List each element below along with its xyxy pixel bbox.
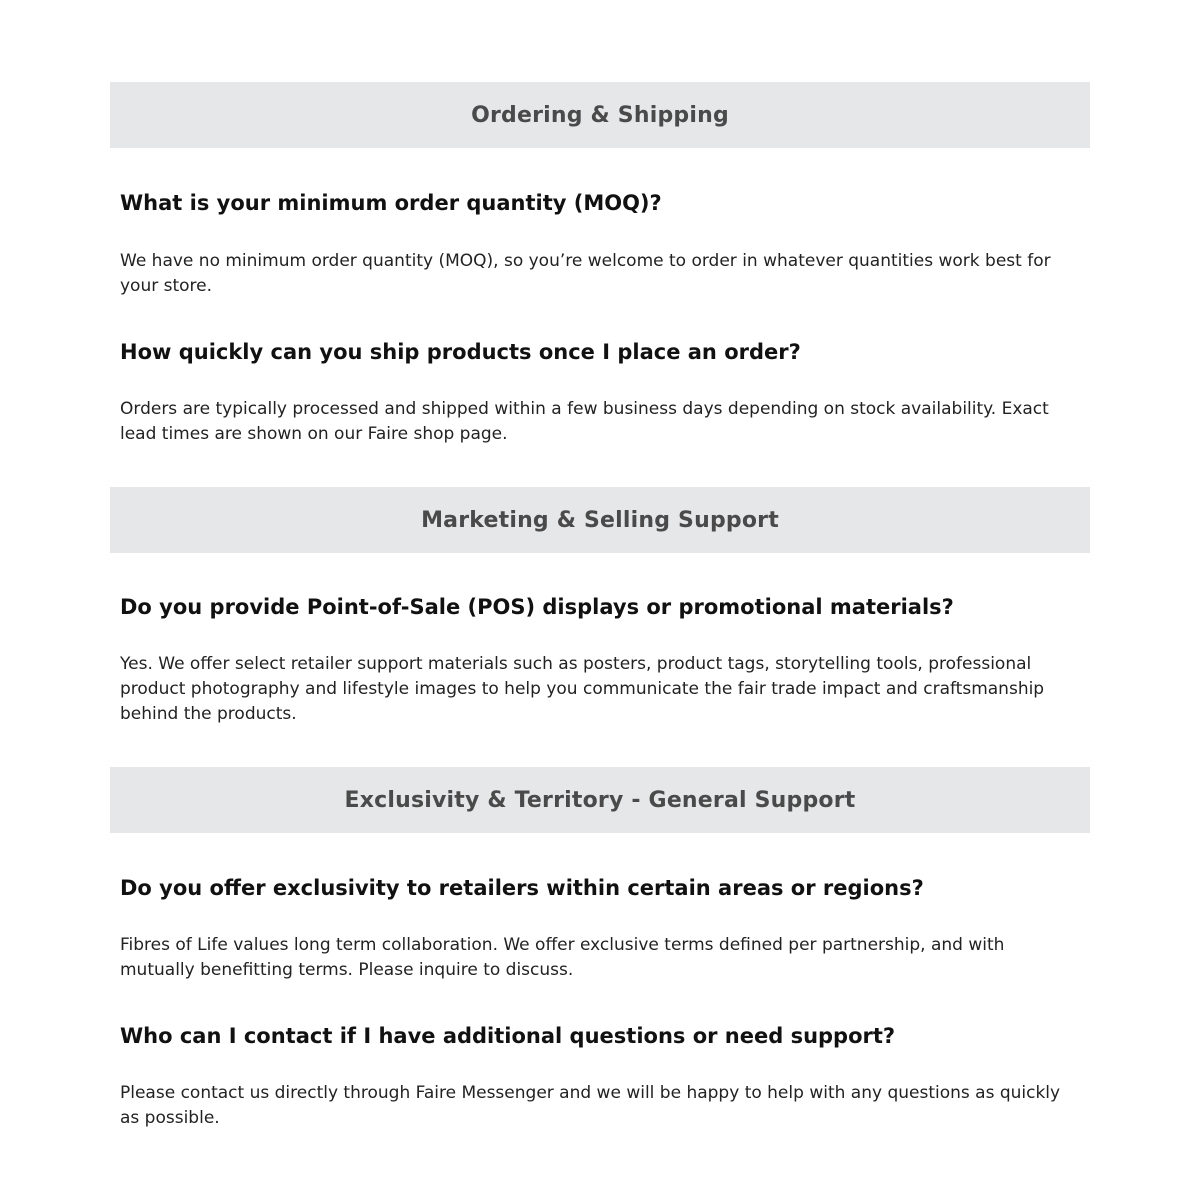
faq-question-exclusivity: Do you offer exclusivity to retailers within certain areas or regions? — [120, 876, 924, 900]
faq-question-pos-materials: Do you provide Point-of-Sale (POS) displays or promotional materials? — [120, 595, 954, 619]
faq-answer-moq: We have no minimum order quantity (MOQ), so you’re welcome to order in whatever quantities work best for your store. — [120, 251, 1051, 296]
faq-question-shipping-time: How quickly can you ship products once I place an order? — [120, 340, 801, 364]
faq-answer-pos-materials: Yes. We offer select retailer support materials such as posters, product tags, storytelling tools, professional product photography and lifestyle images to help you communicate the fair trade impact and craftsmanship behind the products. — [120, 654, 1045, 724]
faq-question-moq: What is your minimum order quantity (MOQ)? — [120, 191, 662, 215]
section-header-exclusivity-support: Exclusivity & Territory - General Support — [110, 767, 1090, 833]
faq-question-contact: Who can I contact if I have additional questions or need support? — [120, 1024, 896, 1048]
section-header-ordering-shipping: Ordering & Shipping — [110, 82, 1090, 148]
faq-answer-exclusivity: Fibres of Life values long term collaboration. We offer exclusive terms defined per partnership, and with mutually benefitting terms. Please inquire to discuss. — [120, 935, 1005, 980]
faq-answer-shipping-time: Orders are typically processed and shipped within a few business days depending on stock availability. Exact lead times are shown on our Faire shop page. — [120, 399, 1049, 444]
faq-answer-contact: Please contact us directly through Faire Messenger and we will be happy to help with any questions as quickly as possible. — [120, 1083, 1061, 1128]
section-header-marketing-support: Marketing & Selling Support — [110, 487, 1090, 553]
